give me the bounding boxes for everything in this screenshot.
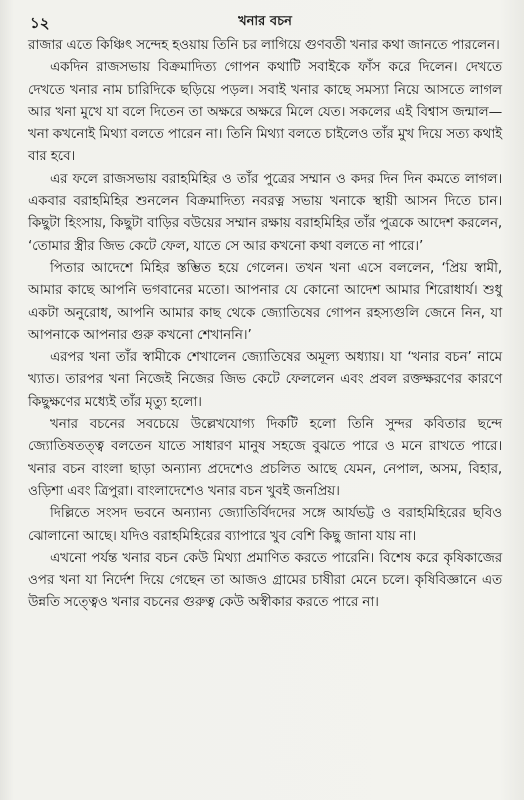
body-text (28, 34, 502, 614)
paragraph: খনার বচনের সবচেয়ে উল্লেখযোগ্য দিকটি হলো তিনি সুন্দর কবিতার ছন্দে জ্যোতিষতত্ত্ব বলতেন যাতে সাধারণ মানুষ সহজে বুঝতে পারে ও মনে রাখতে পারে। খনার বচন বাংলা ছাড়া অন্যান্য প্রদেশেও প্রচলিত আছে যেমন, নেপাল, অসম, বিহার, ওড়িশা এবং ত্রিপুরা। বাংলাদেশেও খনার বচন খুবই জনপ্রিয়। (28, 416, 502, 499)
paragraph: দিল্লিতে সংসদ ভবনে অন্যান্য জ্যোতির্বিদদের সঙ্গে আর্যভট্ট ও বরাহমিহিরের ছবিও ঝোলানো আছে। যদিও বরাহমিহিরের ব্যাপারে খুব বেশি কিছু জানা যায় না। (28, 505, 502, 544)
paragraph: এখনো পর্যন্ত খনার বচন কেউ মিথ্যা প্রমাণিত করতে পারেনি। বিশেষ করে কৃষিকাজের ওপর খনা যা নির্দেশ দিয়ে গেছেন তা আজও গ্রামের চাষীরা মেনে চলে। কৃষিবিজ্ঞানে এত উন্নতি সত্ত্বেও খনার বচনের গুরুত্ব কেউ অস্বীকার করতে পারে না। (28, 549, 502, 611)
running-title: খনার বচন (238, 14, 292, 29)
paragraph: এর ফলে রাজসভায় বরাহমিহির ও তাঁর পুত্রের সম্মান ও কদর দিন দিন কমতে লাগল। একবার বরাহমিহির শুনলেন বিক্রমাদিত্য নবরত্ন সভায় খনাকে স্থায়ী আসন দিতে চান। কিছুটা হিংসায়, কিছুটা বাড়ির বউয়ের সম্মান রক্ষায় বরাহমিহির তাঁর পুত্রকে আদেশ করলেন, ‘তোমার স্ত্রীর জিভ কেটে ফেল, যাতে সে আর কখনো কথা বলতে না পারে।’ (28, 170, 502, 254)
paragraph: একদিন রাজসভায় বিক্রমাদিত্য গোপন কথাটি সবাইকে ফাঁস করে দিলেন। দেখতে দেখতে খনার নাম চারিদিকে ছড়িয়ে পড়ল। সবাই খনার কাছে সমস্যা নিয়ে আসতে লাগল আর খনা মুখে যা বলে দিতেন তা অক্ষরে অক্ষরে মিলে যেত। সকলের এই বিশ্বাস জন্মাল—খনা কখনোই মিথ্যা বলতে পারেন না। তিনি মিথ্যা বলতে চাইলেও তাঁর মুখ দিয়ে সত্য কথাই বার হবে। (28, 59, 502, 165)
page-header (28, 10, 502, 34)
page-number: ১২ (30, 14, 50, 32)
paragraph: রাজার এতে কিঞ্চিৎ সন্দেহ হওয়ায় তিনি চর লাগিয়ে গুণবতী খনার কথা জানতে পারলেন। (28, 37, 500, 53)
paragraph: এরপর খনা তাঁর স্বামীকে শেখালেন জ্যোতিষের অমূল্য অধ্যায়। যা ‘খনার বচন’ নামে খ্যাত। তারপর খনা নিজেই নিজের জিভ কেটে ফেললেন এবং প্রবল রক্তক্ষরণের কারণে কিছুক্ষণের মধ্যেই তাঁর মৃত্যু হলো। (28, 349, 502, 410)
paragraph: পিতার আদেশে মিহির স্তম্ভিত হয়ে গেলেন। তখন খনা এসে বললেন, ‘প্রিয় স্বামী, আমার কাছে আপনি ভগবানের মতো। আপনার যে কোনো আদেশ আমার শিরোধার্য। শুধু একটা অনুরোধ, আপনি আমার কাছ থেকে জ্যোতিষের গোপন রহস্যগুলি জেনে নিন, যা আপনাকে আপনার গুরু কখনো শেখাননি।’ (28, 259, 502, 343)
